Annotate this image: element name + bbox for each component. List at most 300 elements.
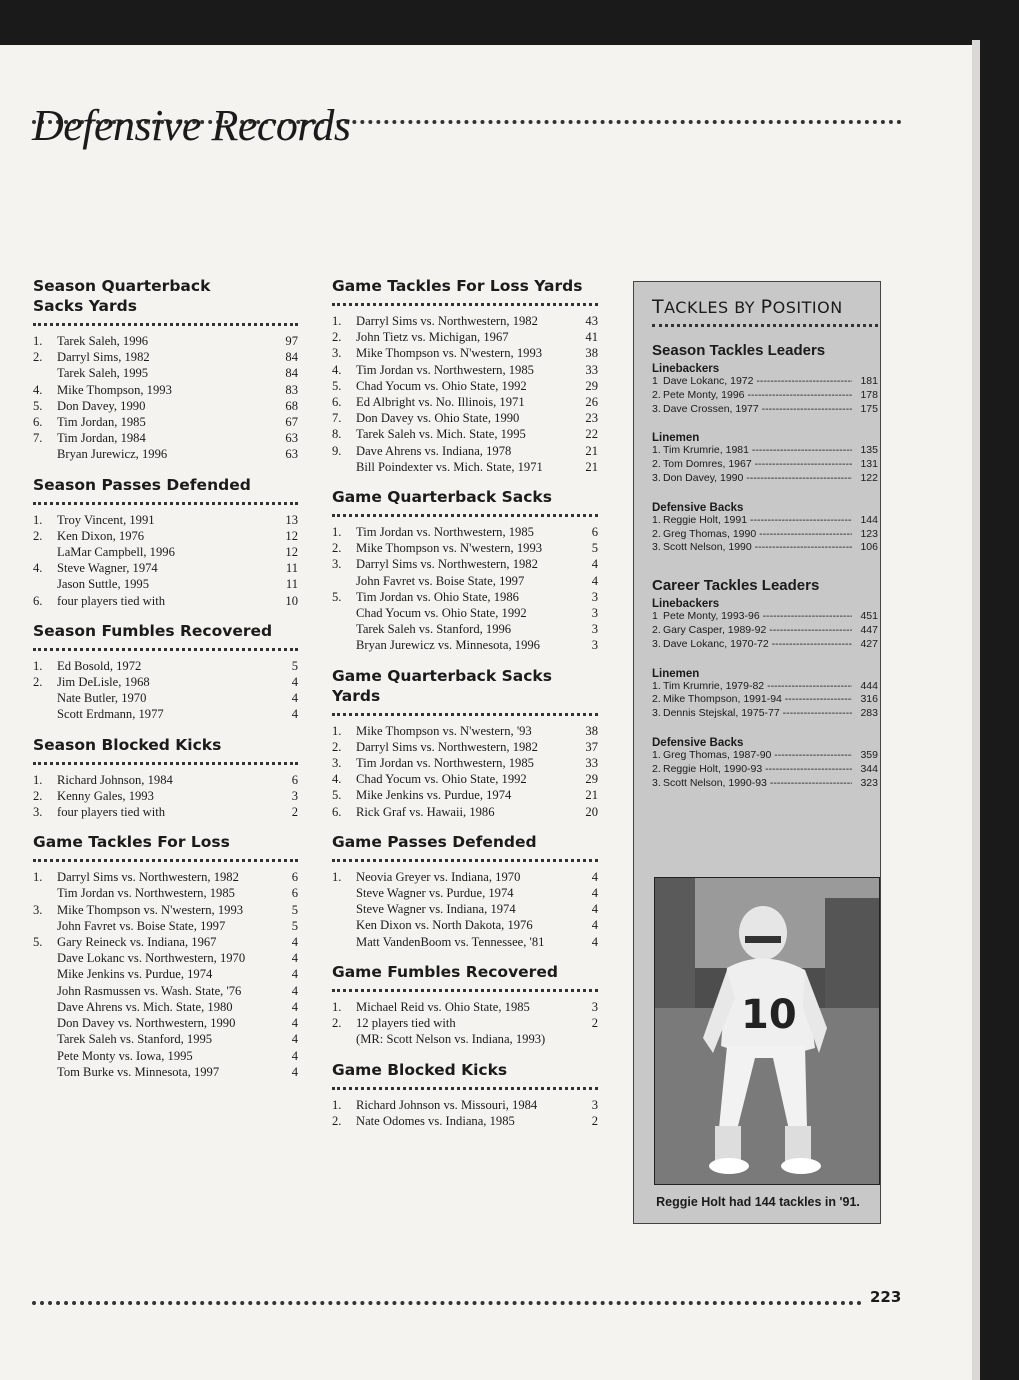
record-holder: Scott Erdmann, 1977 — [57, 707, 164, 722]
record-value: 4 — [591, 869, 598, 884]
section-heading: Game Fumbles Recovered — [332, 962, 558, 981]
bottom-dotted-rule — [32, 1301, 862, 1305]
record-value: 4 — [291, 983, 298, 998]
record-rank: 1. — [332, 314, 342, 328]
record-value: 12 — [285, 545, 298, 560]
leader-name — [663, 375, 852, 389]
record-holder: Gary Reineck vs. Indiana, 1967 — [57, 935, 217, 950]
tackles-by-position-sidebar — [633, 281, 881, 1224]
record-rank: 2. — [332, 330, 342, 345]
section-heading: Season Quarterback Sacks Yards — [33, 277, 211, 315]
record-holder: Neovia Greyer vs. Indiana, 1970 — [356, 869, 521, 884]
record-value: 20 — [585, 804, 598, 819]
record-section — [332, 487, 598, 654]
leader-name-text: Dennis Stejskal, 1975-77 — [663, 707, 780, 720]
section-heading: Game Passes Defended — [332, 832, 537, 851]
record-holder: Darryl Sims vs. Northwestern, 1982 — [356, 557, 538, 572]
record-value: 3 — [591, 999, 598, 1014]
section-heading: Game Tackles For Loss Yards — [332, 277, 583, 295]
record-value: 3 — [591, 606, 598, 621]
record-row — [33, 446, 298, 462]
record-rank: 2. — [332, 541, 342, 556]
record-row — [33, 365, 298, 381]
record-rank — [332, 637, 356, 653]
record-holder: Rick Graf vs. Hawaii, 1986 — [356, 804, 495, 819]
record-value: 4 — [291, 999, 298, 1014]
record-holder: Tim Jordan, 1984 — [57, 431, 146, 446]
record-rank: 7. — [332, 411, 342, 426]
record-rank — [33, 1015, 57, 1031]
leader-tackles: 447 — [860, 623, 878, 636]
record-rank: 3. — [33, 902, 43, 917]
record-row — [332, 771, 598, 787]
leader-name — [663, 638, 852, 652]
leader-name-text: Greg Thomas, 1990 — [663, 527, 757, 540]
section-heading: Season Fumbles Recovered — [33, 621, 273, 640]
sidebar-leader-row — [652, 458, 878, 472]
record-row — [332, 885, 598, 901]
section-heading: Season Passes Defended — [33, 475, 251, 494]
record-value: 4 — [291, 967, 298, 982]
record-row — [332, 540, 598, 556]
leader-name — [663, 514, 852, 528]
record-row — [33, 333, 298, 349]
record-section — [33, 735, 298, 821]
record-rank: 4. — [33, 561, 43, 576]
leader-name-text: Pete Monty, 1996 — [663, 388, 745, 401]
record-value: 38 — [585, 346, 598, 361]
record-rank: 5. — [332, 378, 342, 393]
record-rank — [33, 365, 57, 381]
record-row — [33, 706, 298, 722]
record-value: 63 — [285, 431, 298, 446]
record-rank: 1. — [33, 772, 43, 787]
leader-tackles: 175 — [860, 402, 878, 415]
record-rank: 1. — [332, 1097, 342, 1112]
leader-tackles: 344 — [860, 762, 878, 775]
sidebar-leader-row — [652, 514, 878, 528]
record-value: 2 — [591, 1016, 598, 1031]
leader-name — [663, 403, 852, 417]
record-value: 29 — [585, 378, 598, 393]
record-row — [332, 524, 598, 540]
record-value: 4 — [291, 675, 298, 690]
record-row — [33, 918, 298, 934]
record-row — [33, 1064, 298, 1080]
record-value: 4 — [591, 902, 598, 917]
record-row — [33, 658, 298, 674]
record-rank — [332, 885, 356, 901]
record-rank — [33, 918, 57, 934]
record-row — [332, 329, 598, 345]
record-rank — [33, 544, 57, 560]
record-row — [332, 313, 598, 329]
record-holder: Mike Jenkins vs. Purdue, 1974 — [356, 788, 512, 803]
record-rank — [332, 917, 356, 933]
sidebar-leader-row — [652, 624, 878, 638]
record-row — [33, 966, 298, 982]
record-row — [332, 637, 598, 653]
record-value: 13 — [285, 512, 298, 527]
record-value: 83 — [285, 382, 298, 397]
record-row — [332, 459, 598, 475]
leader-name-text: Tim Krumrie, 1981 — [663, 444, 749, 457]
record-row — [33, 804, 298, 820]
sidebar-leader-row — [652, 707, 878, 721]
record-holder: Mike Thompson, 1993 — [57, 382, 172, 397]
section-heading: Game Quarterback Sacks — [332, 488, 552, 507]
record-value: 5 — [291, 918, 298, 933]
record-rank: 2. — [33, 528, 43, 543]
leader-rank: 2. — [652, 527, 661, 540]
leader-name-text: Reggie Holt, 1990-93 — [663, 762, 763, 775]
record-holder: 12 players tied with — [356, 1016, 456, 1031]
record-value: 4 — [291, 691, 298, 706]
record-section — [33, 475, 298, 609]
leader-name-text: Dave Crossen, 1977 — [663, 402, 759, 415]
leader-name-text: Dave Lokanc, 1970-72 — [663, 637, 769, 650]
leader-rank: 1 — [652, 610, 658, 623]
record-holder: Nate Butler, 1970 — [57, 691, 147, 706]
record-section — [332, 276, 598, 475]
record-value: 33 — [585, 756, 598, 771]
record-rank — [33, 999, 57, 1015]
record-row — [332, 755, 598, 771]
leader-tackles: 451 — [860, 610, 878, 623]
record-holder: Richard Johnson, 1984 — [57, 772, 173, 787]
record-rank — [33, 966, 57, 982]
dotted-rule — [33, 859, 298, 862]
record-row — [332, 573, 598, 589]
dotted-rule — [332, 989, 598, 992]
record-value: 4 — [591, 918, 598, 933]
record-row — [33, 983, 298, 999]
record-holder: Bryan Jurewicz, 1996 — [57, 447, 168, 462]
player-photo — [654, 877, 880, 1185]
leader-tackles: 359 — [860, 748, 878, 761]
record-row — [33, 788, 298, 804]
record-section — [33, 621, 298, 723]
record-row — [332, 394, 598, 410]
record-rank: 1. — [33, 334, 43, 348]
record-rank: 1. — [33, 870, 43, 885]
sidebar-leader-row — [652, 777, 878, 791]
record-rank: 5. — [332, 589, 342, 604]
record-rank — [33, 1048, 57, 1064]
record-section — [33, 832, 298, 1080]
record-holder: four players tied with — [57, 805, 166, 820]
record-row — [33, 593, 298, 609]
leader-name-text: Reggie Holt, 1991 — [663, 513, 748, 526]
record-rank: 4. — [33, 382, 43, 397]
record-rank: 8. — [332, 427, 342, 442]
record-value — [568, 1031, 598, 1047]
record-value: 63 — [285, 447, 298, 462]
record-value: 11 — [285, 577, 298, 592]
leader-name-text: Scott Nelson, 1990-93 — [663, 776, 767, 789]
record-value: 5 — [291, 658, 298, 673]
record-value: 4 — [291, 1064, 298, 1079]
record-rank — [332, 934, 356, 950]
record-row — [332, 1031, 598, 1047]
record-value: 84 — [285, 366, 298, 381]
record-holder: Pete Monty vs. Iowa, 1995 — [57, 1048, 193, 1063]
record-row — [33, 528, 298, 544]
record-row — [332, 917, 598, 933]
record-row — [33, 999, 298, 1015]
record-row — [332, 410, 598, 426]
leader-rank: 2. — [652, 762, 661, 775]
record-rank — [332, 621, 356, 637]
record-holder: Darryl Sims vs. Northwestern, 1982 — [356, 739, 538, 754]
record-rank: 4. — [332, 362, 342, 377]
record-holder: Ken Dixon, 1976 — [57, 528, 145, 543]
record-value: 4 — [291, 935, 298, 950]
record-rank: 3. — [332, 346, 342, 361]
record-holder: LaMar Campbell, 1996 — [57, 545, 175, 560]
record-row — [33, 934, 298, 950]
leader-tackles: 123 — [860, 527, 878, 540]
record-row — [33, 414, 298, 430]
record-value: 5 — [291, 902, 298, 917]
record-section — [33, 276, 298, 463]
sidebar-leader-row — [652, 389, 878, 403]
record-value: 3 — [591, 1097, 598, 1112]
record-holder: four players tied with — [57, 593, 166, 608]
leader-rank: 1. — [652, 444, 661, 457]
record-rank — [332, 605, 356, 621]
record-holder: Tim Jordan vs. Ohio State, 1986 — [356, 589, 519, 604]
leader-name — [663, 528, 852, 542]
sidebar-leaders — [652, 334, 878, 790]
record-holder: Tim Jordan vs. Northwestern, 1985 — [356, 362, 534, 377]
record-value: 6 — [291, 886, 298, 901]
record-holder: Tarek Saleh, 1996 — [57, 334, 149, 348]
leader-tackles: 106 — [860, 541, 878, 554]
record-value: 67 — [285, 415, 298, 430]
record-row — [332, 426, 598, 442]
record-value: 97 — [285, 334, 298, 348]
record-holder: Tim Jordan vs. Northwestern, 1985 — [356, 525, 534, 540]
dotted-rule — [332, 303, 598, 306]
record-rank — [332, 459, 356, 475]
record-value: 21 — [585, 459, 598, 474]
photo-caption: Reggie Holt had 144 tackles in '91. — [656, 1195, 860, 1209]
record-rank: 2. — [33, 788, 43, 803]
leader-name — [663, 389, 852, 403]
record-row — [33, 560, 298, 576]
record-holder: Mike Thompson vs. N'western, 1993 — [57, 902, 244, 917]
record-rank: 6. — [33, 593, 43, 608]
record-value: 4 — [291, 1048, 298, 1063]
leader-name-text: Tim Krumrie, 1979-82 — [663, 679, 765, 692]
record-row — [332, 556, 598, 572]
leader-rank: 3. — [652, 402, 661, 415]
leader-rank: 1 — [652, 375, 658, 387]
record-holder: Ed Bosold, 1972 — [57, 658, 142, 673]
record-holder: John Favret vs. Boise State, 1997 — [57, 918, 226, 933]
record-value: 4 — [591, 573, 598, 588]
record-holder: Michael Reid vs. Ohio State, 1985 — [356, 999, 530, 1014]
record-rank: 3. — [33, 805, 43, 820]
record-rank: 2. — [332, 1113, 342, 1128]
record-value: 68 — [285, 398, 298, 413]
record-holder: Tim Jordan vs. Northwestern, 1985 — [57, 886, 235, 901]
record-value: 6 — [291, 772, 298, 787]
sidebar-position-label: Defensive Backs — [652, 501, 744, 514]
page-title: Defensive Records — [32, 101, 351, 150]
leader-tackles: 178 — [860, 388, 878, 401]
sidebar-leader-row — [652, 403, 878, 417]
record-row — [33, 576, 298, 592]
record-rank — [332, 1031, 356, 1047]
record-rank: 4. — [332, 772, 342, 787]
record-rank: 1. — [332, 525, 342, 540]
sidebar-position-label: Linemen — [652, 432, 700, 445]
record-value: 22 — [585, 427, 598, 442]
record-holder: John Tietz vs. Michigan, 1967 — [356, 330, 509, 345]
record-rank — [33, 885, 57, 901]
record-rank: 3. — [332, 557, 342, 572]
dotted-rule — [33, 762, 298, 765]
sidebar-leader-row — [652, 610, 878, 624]
record-value: 4 — [291, 951, 298, 966]
leader-name — [663, 680, 852, 694]
section-heading: Game Quarterback Sacks Yards — [332, 666, 552, 705]
record-value: 4 — [291, 1032, 298, 1047]
record-holder: Don Davey, 1990 — [57, 398, 146, 413]
sidebar-leader-row — [652, 638, 878, 652]
record-row — [33, 869, 298, 885]
record-row — [33, 690, 298, 706]
record-rank: 5. — [332, 788, 342, 803]
record-holder: Troy Vincent, 1991 — [57, 512, 155, 527]
record-holder: Tim Jordan vs. Northwestern, 1985 — [356, 756, 534, 771]
record-rank: 1. — [33, 512, 43, 527]
record-holder: John Rasmussen vs. Wash. State, '76 — [57, 983, 242, 998]
sidebar-leader-row — [652, 680, 878, 694]
record-holder: Ed Albright vs. No. Illinois, 1971 — [356, 395, 525, 410]
leader-name-text: Greg Thomas, 1987-90 — [663, 748, 772, 761]
record-row — [33, 885, 298, 901]
record-value: 23 — [585, 411, 598, 426]
record-rank: 6. — [33, 415, 43, 430]
sidebar-leader-row — [652, 749, 878, 763]
record-holder: Tim Jordan, 1985 — [57, 415, 146, 430]
leader-rank: 1. — [652, 679, 661, 692]
sidebar-title: TACKLES BY POSITION — [652, 296, 843, 318]
record-holder: Matt VandenBoom vs. Tennessee, '81 — [356, 934, 545, 949]
record-holder: Don Davey vs. Northwestern, 1990 — [57, 1016, 236, 1031]
leader-rank: 1. — [652, 748, 661, 761]
record-row — [33, 349, 298, 365]
record-holder: Steve Wagner vs. Indiana, 1974 — [356, 902, 516, 917]
record-holder: Mike Thompson vs. N'western, '93 — [356, 723, 532, 738]
record-row — [332, 345, 598, 361]
record-holder: Ken Dixon vs. North Dakota, 1976 — [356, 918, 533, 933]
record-rank: 2. — [33, 675, 43, 690]
record-value: 2 — [291, 805, 298, 820]
record-rank: 1. — [332, 723, 342, 738]
leader-rank: 2. — [652, 458, 661, 471]
record-section — [332, 666, 598, 820]
record-row — [332, 621, 598, 637]
leader-name — [663, 707, 852, 721]
dotted-rule — [332, 859, 598, 862]
record-holder: Steve Wagner vs. Purdue, 1974 — [356, 886, 514, 901]
record-rank: 2. — [33, 350, 43, 365]
record-holder: Tarek Saleh vs. Mich. State, 1995 — [356, 427, 526, 442]
record-row — [33, 398, 298, 414]
record-holder: Dave Ahrens vs. Mich. State, 1980 — [57, 999, 233, 1014]
record-row — [332, 362, 598, 378]
leader-name — [663, 624, 852, 638]
record-holder: Chad Yocum vs. Ohio State, 1992 — [356, 772, 527, 787]
record-value: 3 — [291, 788, 298, 803]
dotted-rule — [332, 1087, 598, 1090]
record-value: 4 — [291, 1016, 298, 1031]
section-heading: Season Blocked Kicks — [33, 735, 222, 754]
leader-rank: 3. — [652, 541, 661, 554]
record-row — [332, 787, 598, 803]
record-value: 43 — [585, 314, 598, 328]
record-holder: Jason Suttle, 1995 — [57, 577, 150, 592]
record-row — [332, 804, 598, 820]
sidebar-leader-row — [652, 541, 878, 555]
record-rank — [33, 950, 57, 966]
record-row — [332, 1097, 598, 1113]
leader-rank: 2. — [652, 623, 661, 636]
record-holder: Dave Lokanc vs. Northwestern, 1970 — [57, 951, 246, 966]
section-heading: Game Blocked Kicks — [332, 1060, 508, 1079]
record-value: 3 — [591, 589, 598, 604]
sidebar-position-label: Linebackers — [652, 598, 720, 611]
record-holder: Bryan Jurewicz vs. Minnesota, 1996 — [356, 638, 540, 653]
record-row — [332, 739, 598, 755]
record-row — [33, 512, 298, 528]
sidebar-position-label: Linemen — [652, 667, 700, 680]
record-holder: Jim DeLisle, 1968 — [57, 675, 150, 690]
record-value: 4 — [591, 934, 598, 949]
record-rank — [332, 573, 356, 589]
record-row — [33, 1015, 298, 1031]
leader-name — [663, 541, 852, 555]
record-row — [33, 1048, 298, 1064]
record-rank: 1. — [332, 869, 342, 884]
leader-name — [663, 749, 852, 763]
sidebar-leader-row — [652, 763, 878, 777]
record-rank: 9. — [332, 443, 342, 458]
record-holder: John Favret vs. Boise State, 1997 — [356, 573, 525, 588]
leader-name — [663, 444, 852, 458]
record-holder: Steve Wagner, 1974 — [57, 561, 158, 576]
leader-tackles: 135 — [860, 444, 878, 457]
record-value: 21 — [585, 788, 598, 803]
page-edge — [972, 40, 980, 1380]
leader-name-text: Scott Nelson, 1990 — [663, 541, 752, 554]
record-holder: Bill Poindexter vs. Mich. State, 1971 — [356, 459, 543, 474]
record-row — [33, 902, 298, 918]
record-row — [33, 544, 298, 560]
leader-name — [663, 458, 852, 472]
record-row — [332, 723, 598, 739]
record-value: 29 — [585, 772, 598, 787]
record-value: 21 — [585, 443, 598, 458]
record-section — [332, 832, 598, 950]
leader-name-text: Tom Domres, 1967 — [663, 458, 752, 471]
middle-column — [332, 276, 598, 1129]
record-value: 4 — [591, 557, 598, 572]
